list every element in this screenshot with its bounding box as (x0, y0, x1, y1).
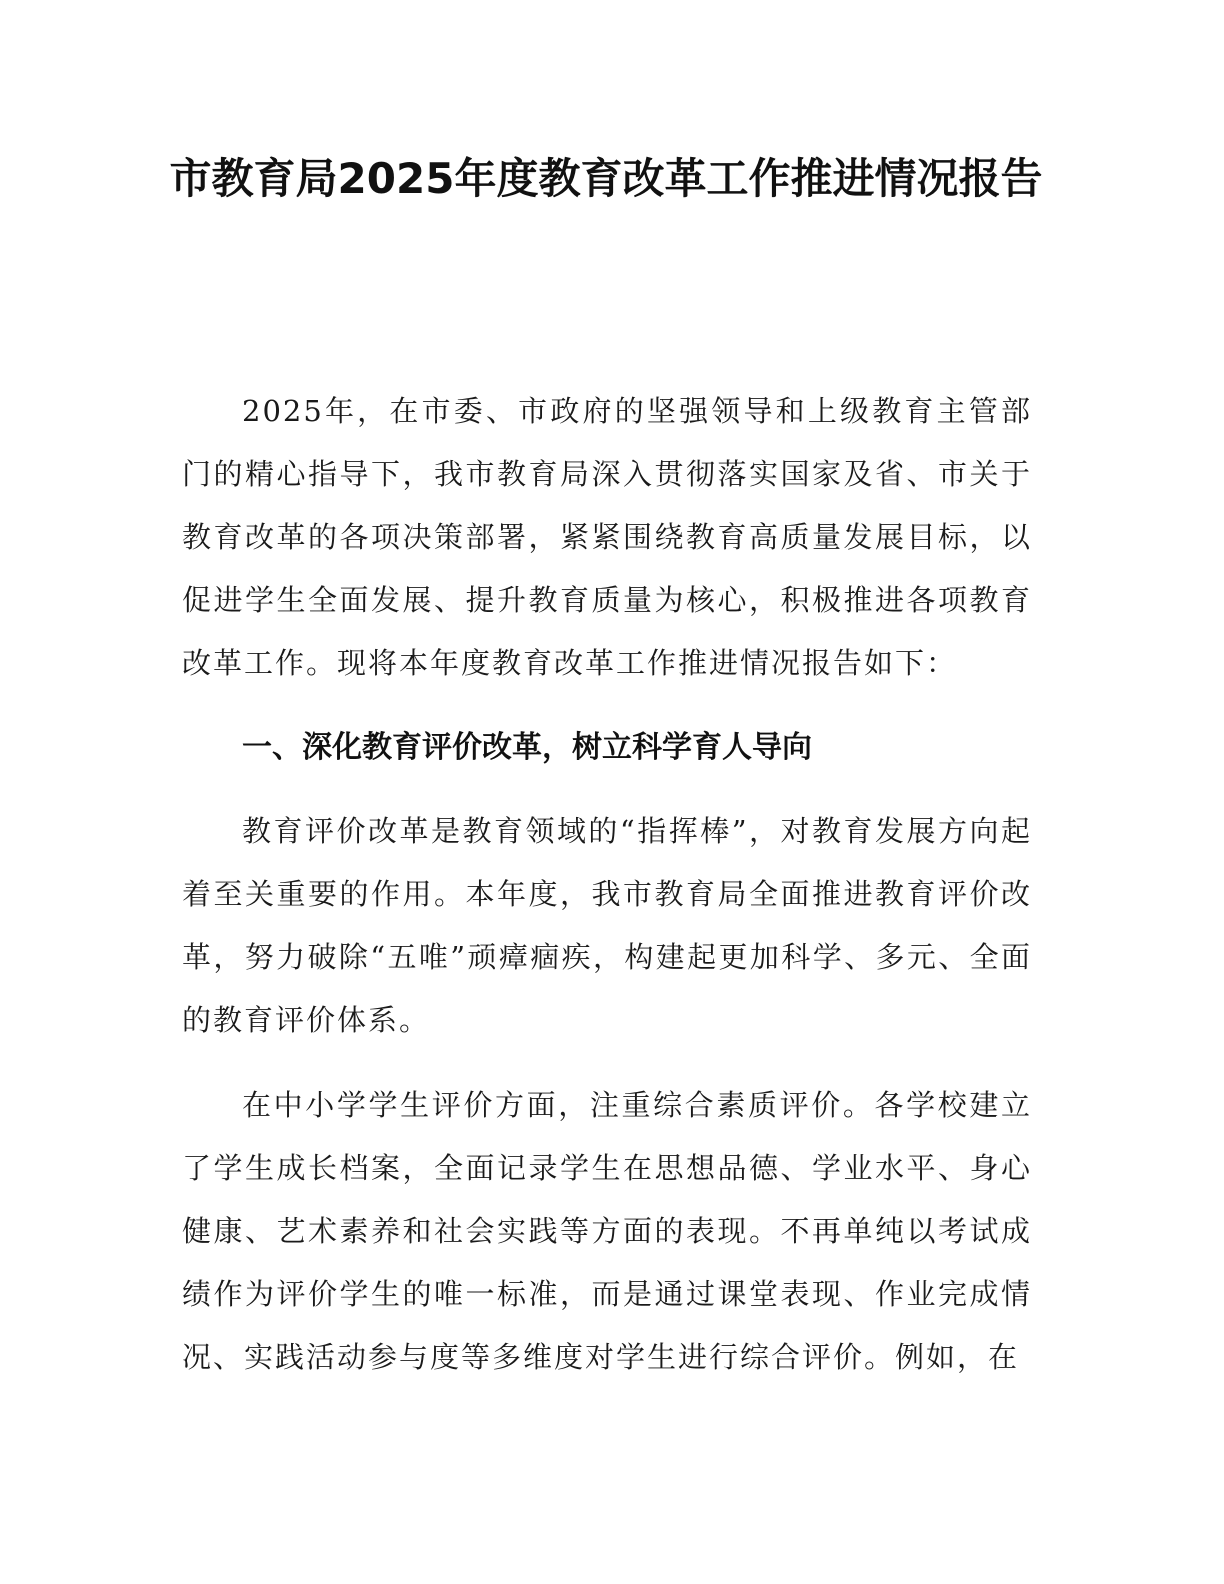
intro-paragraph: 2025年，在市委、市政府的坚强领导和上级教育主管部门的精心指导下，我市教育局深入贯彻落实国家及省、市关于教育改革的各项决策部署，紧紧围绕教育高质量发展目标，以促进学生全面发展、提升教育质量为核心，积极推进各项教育改革工作。现将本年度教育改革工作推进情况报告如下： (182, 394, 1032, 680)
section1-paragraph-1: 教育评价改革是教育领域的“指挥棒”，对教育发展方向起着至关重要的作用。本年度，我市教育局全面推进教育评价改革，努力破除“五唯”顽瘴痼疾，构建起更加科学、多元、全面的教育评价体系。 (182, 814, 1032, 1037)
section-heading-1: 一、深化教育评价改革，树立科学育人导向 (242, 730, 812, 765)
document-title: 市教育局2025年度教育改革工作推进情况报告 (169, 154, 1043, 203)
section1-paragraph-2: 在中小学学生评价方面，注重综合素质评价。各学校建立了学生成长档案，全面记录学生在思想品德、学业水平、身心健康、艺术素养和社会实践等方面的表现。不再单纯以考试成绩作为评价学生的唯一标准，而是通过课堂表现、作业完成情况、实践活动参与度等多维度对学生进行综合评价。例如，在 (182, 1088, 1032, 1374)
